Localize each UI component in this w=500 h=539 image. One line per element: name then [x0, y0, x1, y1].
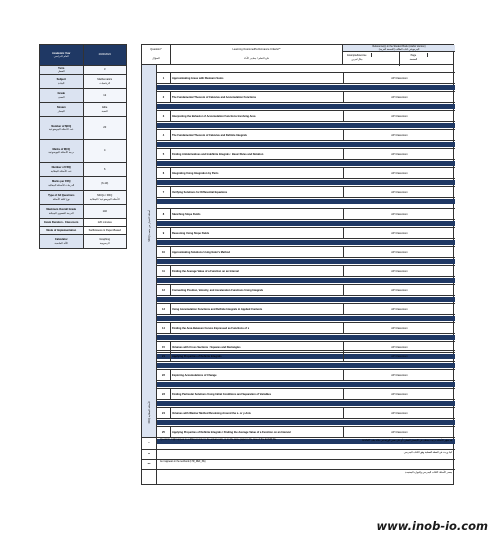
header-reference-sub [343, 52, 455, 66]
info-row [40, 117, 126, 140]
footnote [142, 459, 455, 469]
learning-outcome: Finding the Area Between Curves Expressed as Functions of x [172, 326, 250, 330]
info-value [84, 235, 127, 248]
header-example [343, 52, 400, 66]
info-key-ar: الدرجة القصوى الممكنة [48, 211, 74, 215]
reference: AP Classroom [343, 285, 455, 295]
info-key-ar: الدرجات للأسئلة المقالية [48, 183, 75, 187]
table-row [157, 369, 455, 381]
table-row [157, 227, 455, 239]
reference: AP Classroom [343, 209, 455, 219]
reference: AP Classroom [343, 342, 455, 352]
reference: AP Classroom [343, 304, 455, 314]
footnote-ar: كما وردت في الخطة الفصلية وفق الكتاب المدرسي [403, 452, 452, 454]
info-key [40, 89, 84, 102]
section-mcq-label: MCQ أسئلة الاختيار من متعدد [147, 210, 151, 242]
reference: AP Classroom [343, 389, 455, 399]
info-key-en: Marks of MCQ [52, 147, 70, 151]
footnote-ar: قد تظهر الأسئلة بترتيب مختلف في الامتحان الفعلي، أو على نفس الورقة في حالة ملف EmSAT. [361, 440, 452, 442]
info-value [84, 227, 127, 234]
footnote-marker: * [142, 438, 157, 449]
info-value [84, 45, 127, 65]
learning-outcome: Volumes with Cross Sections : Squares and Rectangles [172, 345, 241, 349]
question-number: 1 [157, 73, 171, 83]
info-key [40, 219, 84, 226]
info-value-ar: الرسومية [99, 241, 110, 245]
header-reference-ar: المرجع في كتاب الطالب (النسخة العربية) [378, 48, 420, 51]
row-separator [157, 199, 455, 204]
question-number: 24 [157, 408, 171, 418]
exam-info-table [39, 44, 127, 249]
table-row [157, 350, 455, 362]
question-number: 13 [157, 304, 171, 314]
section-frq-label: FRQ الأسئلة المقالية [147, 400, 151, 424]
info-key [40, 235, 84, 248]
info-key-en: Maximum Overall Grade [46, 208, 77, 212]
table-header [142, 45, 453, 65]
footnote [142, 449, 455, 459]
learning-outcome: Sketching Slope Fields [172, 212, 201, 216]
info-key-en: Mode of Implementation [46, 228, 77, 232]
info-key [40, 75, 84, 88]
row-separator [157, 104, 455, 109]
info-key-en: Grade [57, 92, 65, 96]
learning-outcome: Connecting Position, Velocity, and Acceleration Functions Using Integrals [172, 288, 264, 292]
reference: AP Classroom [343, 408, 455, 418]
section-mcq [142, 65, 157, 387]
info-key-ar: درجة الأسئلة الموضوعية [48, 151, 75, 154]
info-value [84, 89, 127, 102]
info-row [40, 163, 126, 177]
info-value-text: 20 [103, 126, 107, 130]
reference: AP Classroom [343, 351, 455, 361]
info-row [40, 227, 126, 235]
row-separator [157, 180, 455, 185]
header-example-ar: مثال/تمرين [351, 58, 363, 61]
info-value [84, 117, 127, 139]
row-separator [157, 142, 455, 147]
info-row [40, 66, 126, 75]
learning-outcome: Integrating Using Integration by Parts [172, 171, 219, 175]
learning-outcome: Approximating Solutions Using Euler's Method [172, 250, 230, 254]
row-separator [157, 316, 455, 321]
footnote [142, 469, 455, 485]
learning-outcome: Using Accumulation Functions and Definite Integrals in Applied Contexts [172, 307, 263, 311]
info-value [84, 66, 127, 74]
info-value-text: Graphing [99, 238, 111, 242]
reference: AP Classroom [343, 228, 455, 238]
header-page-ar: الصفحة [409, 58, 418, 61]
info-key-en: Number of FRQ [51, 166, 71, 170]
info-key-ar: الصف [58, 95, 65, 99]
info-row [40, 235, 126, 248]
info-key [40, 45, 84, 65]
header-reference-title [343, 45, 455, 52]
header-page [400, 52, 456, 66]
reference: AP Classroom [343, 73, 455, 83]
info-value-text: 3 [104, 68, 106, 72]
learning-outcome: Applying Properties of Definite Integrals / Finding the Average Value of a Function on an Interval [172, 430, 291, 434]
info-value [84, 140, 127, 162]
info-value-ar: النخبة [101, 109, 108, 113]
table-row [157, 91, 455, 103]
question-number: 23 [157, 389, 171, 399]
question-number: 12 [157, 285, 171, 295]
info-value-text: 2023/2024 [98, 53, 111, 57]
header-outcome [171, 45, 343, 64]
reference: AP Classroom [343, 266, 455, 276]
header-page-en: Page [400, 53, 429, 57]
info-value-text: Elite [102, 106, 108, 110]
info-key [40, 66, 84, 74]
info-key-ar: الآلة الحاسبة [54, 241, 68, 245]
footnote-marker [142, 470, 157, 485]
reference: AP Classroom [343, 111, 455, 121]
table-row [157, 208, 455, 220]
header-example-en: Example/Exercise [343, 53, 372, 57]
info-value-ar: الأسئلة الموضوعية / المقالية [89, 197, 120, 201]
question-number: 5 [157, 149, 171, 159]
row-separator [157, 85, 455, 90]
footnote-en: As it appears in the textbook (LTR_REF_PE) [160, 461, 206, 463]
learning-outcome: Finding Particular Solutions Using Initial Conditions and Separation of Variables [172, 392, 272, 396]
question-number: 6 [157, 168, 171, 178]
question-number: 11 [157, 266, 171, 276]
row-separator [157, 401, 455, 406]
table-row [157, 186, 455, 198]
question-number: 9 [157, 228, 171, 238]
learning-outcome: Approximating Areas with Riemann Sums [172, 76, 224, 80]
table-row [157, 322, 455, 334]
row-separator [157, 123, 455, 128]
header-question-ar: السؤال [152, 57, 160, 60]
info-key-en: Type of All Questions [48, 194, 75, 198]
learning-outcome: The Fundamental Theorem of Calculus and Definite Integrals [172, 133, 247, 137]
footnote-marker: ** [142, 450, 157, 459]
reference: AP Classroom [343, 187, 455, 197]
info-value [84, 219, 127, 226]
question-number: 15 [157, 342, 171, 352]
row-separator [157, 297, 455, 302]
row-separator [157, 221, 455, 226]
header-outcome-ar: نتاج التعلم / معايير الأداء [243, 57, 270, 60]
reference: AP Classroom [343, 130, 455, 140]
table-row [157, 265, 455, 277]
info-key [40, 163, 84, 176]
table-row [157, 148, 455, 160]
footnote-marker: *** [142, 460, 157, 469]
table-row [157, 110, 455, 122]
table-row [157, 388, 455, 400]
learning-outcome: Interpreting the Behavior of Accumulation Functions Involving Area [172, 114, 256, 118]
info-value [84, 103, 127, 116]
info-row [40, 205, 126, 219]
info-key-ar: المسار [57, 109, 65, 113]
info-row [40, 45, 126, 66]
info-row [40, 191, 126, 205]
header-question-en: Question* [150, 48, 162, 51]
section-frq [142, 387, 157, 437]
learning-outcome: Volumes with Washer Method Revolving Around the x- or y-Axis [172, 411, 251, 415]
row-separator [157, 420, 455, 425]
footnote [142, 437, 455, 449]
table-row [157, 72, 455, 84]
info-value-text: 4 [104, 149, 106, 153]
exam-structure-table [141, 44, 454, 485]
info-value-text: 6 [104, 167, 106, 171]
info-key-ar: العام الدراسي [53, 55, 69, 58]
info-key-en: Number of MCQ [51, 124, 72, 128]
info-value-text: Mathematics [97, 78, 113, 82]
question-number: 8 [157, 209, 171, 219]
row-separator [157, 259, 455, 264]
reference: AP Classroom [343, 168, 455, 178]
header-question [142, 45, 171, 64]
site-watermark: www.inob-io.com [376, 519, 488, 533]
info-key-ar: الفصل [57, 70, 65, 73]
info-key-ar: عدد الأسئلة الموضوعية [48, 128, 74, 131]
header-outcome-en: Learning Outcome/Performance Criteria** [232, 48, 281, 51]
info-row [40, 140, 126, 163]
reference: AP Classroom [343, 92, 455, 102]
reference: AP Classroom [343, 149, 455, 159]
info-key-en: Subject [56, 78, 66, 82]
question-number: 4 [157, 130, 171, 140]
row-separator [157, 363, 455, 368]
info-value-text: 12 [103, 93, 107, 97]
learning-outcome: Applying Properties of Definite Integrals [172, 354, 222, 358]
row-separator [157, 382, 455, 387]
info-key-en: Academic Year [52, 51, 71, 55]
learning-outcome: Verifying Solutions for Differential Equations [172, 190, 228, 194]
question-number: 10 [157, 247, 171, 257]
info-key [40, 227, 84, 234]
learning-outcome: The Fundamental Theorem of Calculus and Accumulation Functions [172, 95, 257, 99]
table-row [157, 407, 455, 419]
info-value [84, 163, 127, 176]
info-key [40, 117, 84, 139]
info-row [40, 219, 126, 227]
info-value-text: 120 minutes [97, 220, 112, 224]
question-number: 25 [157, 427, 171, 437]
learning-outcome: Reasoning Using Slope Fields [172, 231, 210, 235]
header-reference [343, 45, 455, 64]
info-key-ar: نوع كافة الأسئلة [52, 197, 70, 201]
info-key-en: Marks per FRQ [52, 180, 71, 184]
info-value [84, 191, 127, 204]
question-number: 14 [157, 323, 171, 333]
row-separator [157, 335, 455, 340]
info-row [40, 103, 126, 117]
info-key-ar: عدد الأسئلة المقالية [50, 169, 72, 173]
info-row [40, 177, 126, 191]
info-value-text: 140 [102, 209, 107, 213]
learning-outcome: Exploring Accumulations of Change [172, 373, 217, 377]
info-key-en: Calculator [54, 238, 68, 242]
question-number: 2 [157, 92, 171, 102]
question-number: 22 [157, 370, 171, 380]
reference: AP Classroom [343, 247, 455, 257]
info-key-ar: المادة [58, 81, 65, 85]
table-row [157, 167, 455, 179]
info-row [40, 75, 126, 89]
row-separator [157, 278, 455, 283]
table-row [157, 246, 455, 258]
info-key-en: Term [58, 66, 65, 70]
info-key [40, 205, 84, 218]
row-separator [157, 161, 455, 166]
info-value [84, 177, 127, 190]
question-number: 3 [157, 111, 171, 121]
info-row [40, 89, 126, 103]
table-row [157, 129, 455, 141]
info-key [40, 191, 84, 204]
info-value-text: (6-10) [101, 181, 109, 185]
question-number: 21 [157, 351, 171, 361]
learning-outcome: Finding the Average Value of a Function on an Interval [172, 269, 239, 273]
reference: AP Classroom [343, 427, 455, 437]
info-key-en: Stream [56, 106, 66, 110]
info-value [84, 205, 127, 218]
reference: AP Classroom [343, 370, 455, 380]
info-value-text: SwiftAssess & Paper-Based [88, 228, 121, 232]
learning-outcome: Finding Antiderivatives and Indefinite Integrals : Basic Rules and Notation [172, 152, 264, 156]
row-separator [157, 240, 455, 245]
reference: AP Classroom [343, 323, 455, 333]
footnote-en: Questions might appear in a different order in the actual exam, or on the same paper in the case of the EmSAT file. [160, 439, 277, 441]
info-key [40, 103, 84, 116]
info-key-en: Exam Duration - Classroom [44, 220, 79, 224]
table-row [157, 303, 455, 315]
info-key [40, 140, 84, 162]
header-reference-en: Reference(s) in the Student Book (Arabic Version) [372, 45, 426, 48]
info-value-ar: الرياضيات [99, 81, 111, 85]
question-number: 7 [157, 187, 171, 197]
info-value-text: MCQs / FRQ [97, 194, 113, 198]
table-row [157, 284, 455, 296]
info-value [84, 75, 127, 88]
footnote-ar: مصدر الأسئلة: الكتاب المدرسي والموارد المعتمدة [405, 472, 452, 474]
info-key [40, 177, 84, 190]
